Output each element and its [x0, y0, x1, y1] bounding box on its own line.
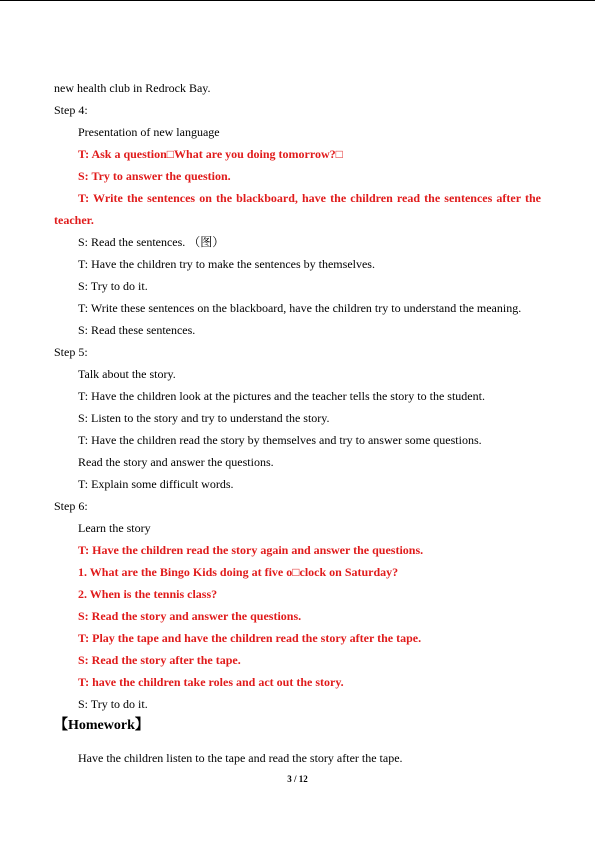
highlighted-text-line: T: Write the sentences on the blackboard, have the children read the sentences after the [78, 191, 541, 205]
text-line: S: Read these sentences. [78, 323, 196, 337]
text-line: new health club in Redrock Bay. [54, 81, 211, 95]
text-line: Have the children listen to the tape and read the story after the tape. [78, 751, 403, 765]
text-line: T: Explain some difficult words. [78, 477, 234, 491]
step-heading: Step 6: [54, 499, 88, 513]
highlighted-text-line: T: Ask a question□What are you doing tomorrow?□ [78, 147, 343, 161]
top-border-line [0, 0, 595, 1]
text-line: S: Try to do it. [78, 279, 148, 293]
text-line: T: Have the children try to make the sentences by themselves. [78, 257, 375, 271]
step-heading: Step 5: [54, 345, 88, 359]
text-line: Learn the story [78, 521, 151, 535]
section-heading-homework: 【Homework】 [54, 718, 149, 733]
text-line: Talk about the story. [78, 367, 176, 381]
question-item: 1. What are the Bingo Kids doing at five o□clock on Saturday? [78, 565, 399, 579]
question-item: 2. When is the tennis class? [78, 587, 218, 601]
page-number: 3 / 12 [287, 774, 308, 784]
text-line: S: Read the sentences. （图） [78, 235, 225, 249]
step-heading: Step 4: [54, 103, 88, 117]
text-line: S: Listen to the story and try to understand the story. [78, 411, 330, 425]
text-line: Read the story and answer the questions. [78, 455, 274, 469]
text-line: Presentation of new language [78, 125, 220, 139]
highlighted-text-line: teacher. [54, 213, 94, 227]
highlighted-text-line: S: Read the story after the tape. [78, 653, 241, 667]
highlighted-text-line: T: have the children take roles and act out the story. [78, 675, 344, 689]
highlighted-text-line: S: Read the story and answer the questions. [78, 609, 302, 623]
text-line: S: Try to do it. [78, 697, 148, 711]
highlighted-text-line: T: Play the tape and have the children read the story after the tape. [78, 631, 422, 645]
text-line: T: Have the children read the story by themselves and try to answer some questions. [78, 433, 482, 447]
highlighted-text-line: T: Have the children read the story again and answer the questions. [78, 543, 424, 557]
highlighted-text-line: S: Try to answer the question. [78, 169, 231, 183]
text-line: T: Write these sentences on the blackboard, have the children try to understand the meaning. [78, 301, 522, 315]
text-line: T: Have the children look at the pictures and the teacher tells the story to the student. [78, 389, 485, 403]
